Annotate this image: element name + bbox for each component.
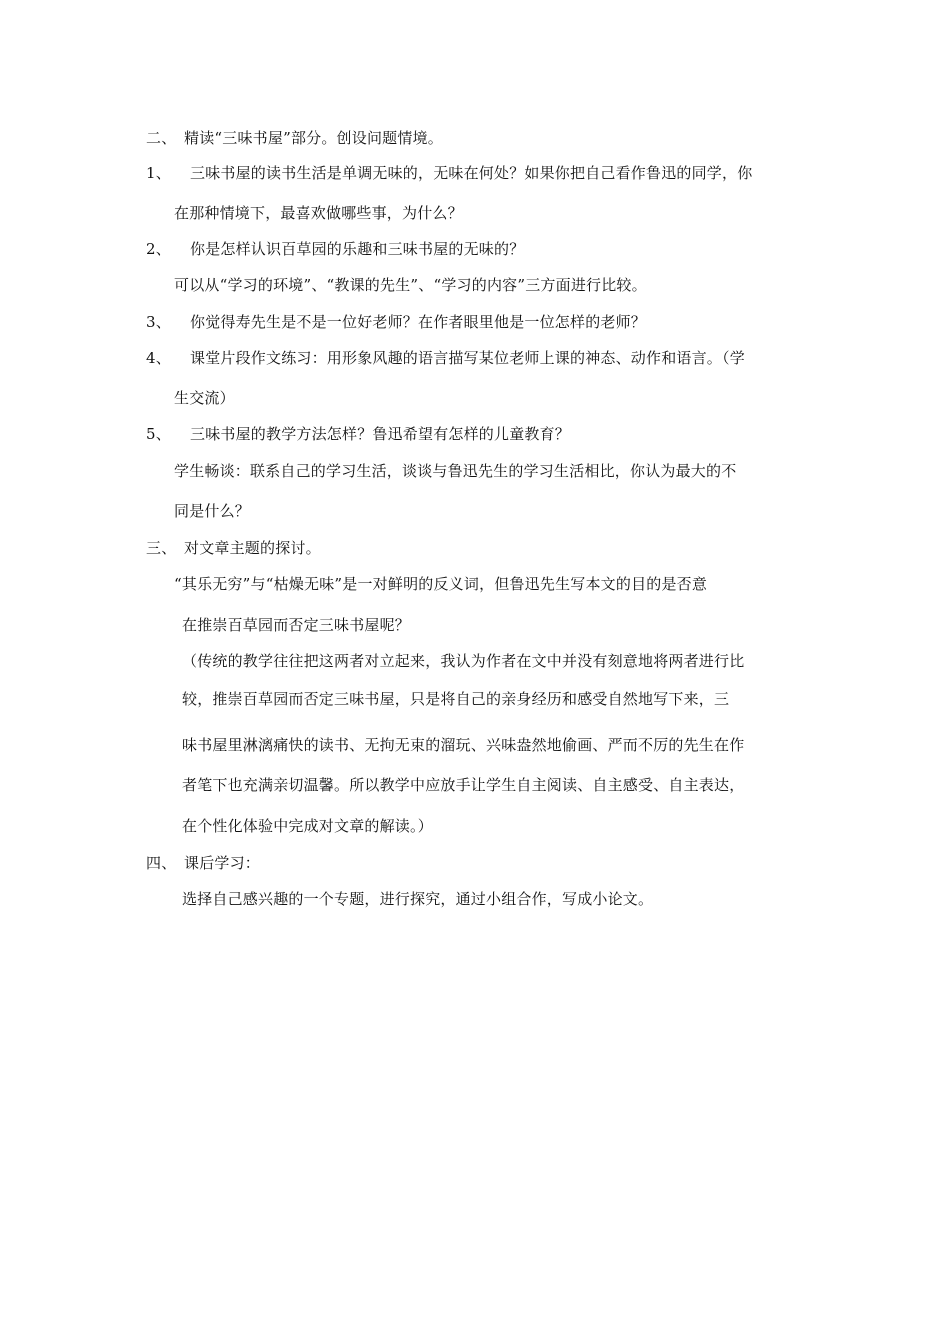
section-number: 四、 [146, 854, 177, 872]
question-5-continued [174, 501, 250, 521]
question-5 [146, 424, 570, 444]
item-text: 学生畅谈：联系自己的学习生活，谈谈与鲁迅先生的学习生活相比，你认为最大的不 [174, 462, 737, 480]
item-text: 生交流） [174, 389, 235, 407]
paragraph-text: 选择自己感兴趣的一个专题，进行探究，通过小组合作，写成小论文。 [182, 890, 654, 908]
item-number: 4、 [146, 349, 171, 367]
question-3 [146, 312, 646, 332]
section-3-paragraph-line [174, 574, 707, 594]
item-text: 课堂片段作文练习：用形象风趣的语言描写某位老师上课的神态、动作和语言。（学 [190, 349, 745, 367]
section-2-heading [146, 128, 443, 148]
paragraph-text: （传统的教学往往把这两者对立起来，我认为作者在文中并没有刻意地将两者进行比 [182, 652, 745, 670]
section-3-heading [146, 538, 321, 558]
section-3-paragraph-line [182, 775, 744, 795]
paragraph-text: 在推崇百草园而否定三味书屋呢？ [182, 616, 411, 634]
paragraph-text: 在个性化体验中完成对文章的解读。） [182, 817, 433, 835]
section-3-paragraph-line [182, 816, 433, 836]
section-title: 课后学习： [184, 854, 261, 872]
question-1-continued [174, 203, 463, 223]
section-3-paragraph-line [182, 615, 410, 635]
item-text: 三味书屋的读书生活是单调无味的，无味在何处？如果你把自己看作鲁迅的同学，你 [190, 164, 753, 182]
section-3-paragraph-line [182, 735, 744, 755]
section-4-heading [146, 853, 260, 873]
item-number: 3、 [146, 313, 171, 331]
paragraph-text: 者笔下也充满亲切温馨。所以教学中应放手让学生自主阅读、自主感受、自主表达， [182, 776, 745, 794]
section-3-paragraph-line [182, 651, 744, 671]
item-text: 同是什么？ [174, 502, 251, 520]
section-title: 精读“三味书屋”部分。创设问题情境。 [184, 129, 443, 147]
question-4 [146, 348, 745, 368]
question-2 [146, 239, 524, 259]
paragraph-text: “其乐无穷”与“枯燥无味”是一对鲜明的反义词，但鲁迅先生写本文的目的是否意 [174, 575, 708, 593]
section-3-paragraph-line [182, 689, 729, 709]
paragraph-text: 较，推崇百草园而否定三味书屋，只是将自己的亲身经历和感受自然地写下来，三 [182, 690, 730, 708]
item-number: 5、 [146, 425, 171, 443]
item-number: 1、 [146, 164, 171, 182]
section-number: 二、 [146, 129, 177, 147]
item-text: 你觉得寿先生是不是一位好老师？在作者眼里他是一位怎样的老师？ [190, 313, 647, 331]
section-4-paragraph-line [182, 889, 653, 909]
item-text: 你是怎样认识百草园的乐趣和三味书屋的无味的？ [190, 240, 525, 258]
item-number: 2、 [146, 240, 171, 258]
item-text: 可以从“学习的环境”、“教课的先生”、“学习的内容”三方面进行比较。 [174, 276, 647, 294]
item-text: 三味书屋的教学方法怎样？鲁迅希望有怎样的儿童教育？ [190, 425, 571, 443]
section-title: 对文章主题的探讨。 [184, 539, 321, 557]
question-1 [146, 163, 752, 183]
paragraph-text: 味书屋里淋漓痛快的读书、无拘无束的溜玩、兴味盎然地偷画、严而不厉的先生在作 [182, 736, 745, 754]
question-4-continued [174, 388, 235, 408]
question-2-hint [174, 275, 647, 295]
question-5-discussion [174, 461, 736, 481]
section-number: 三、 [146, 539, 177, 557]
item-text: 在那种情境下，最喜欢做哪些事，为什么？ [174, 204, 463, 222]
